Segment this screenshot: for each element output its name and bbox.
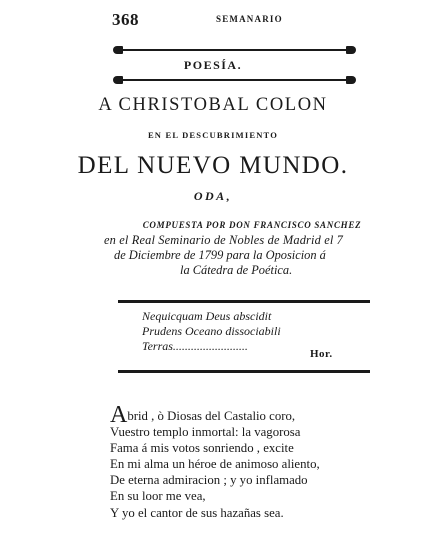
poem-stanza <box>110 402 320 521</box>
rule-below-epigraph <box>118 370 370 373</box>
poem-line-4: En mi alma un héroe de animoso aliento, <box>110 457 320 472</box>
poem-line-1-text: brid , ò Diosas del Castalio coro, <box>127 409 296 423</box>
poem-line-5: De eterna admiracion ; y yo inflamado <box>110 473 308 488</box>
rule-above-epigraph <box>118 300 370 303</box>
dedication-line-2: en el Real Seminario de Nobles de Madrid el 7 <box>104 233 344 247</box>
poem-line-7: Y yo el cantor de sus hazañas sea. <box>110 505 284 520</box>
dedication-block <box>104 218 400 278</box>
dedication-line-3: de Diciembre de 1799 para la Oposicion á <box>114 248 326 262</box>
ornamental-rule-top <box>113 46 356 54</box>
drop-initial: A <box>110 402 128 428</box>
poem-line-1 <box>110 402 320 428</box>
running-head: SEMANARIO <box>216 14 283 24</box>
title-line-2: EN EL DESCUBRIMIENTO <box>147 130 279 140</box>
epigraph-attribution: Hor. <box>310 348 333 360</box>
poem-line-3: Fama á mis votos sonriendo , excite <box>110 441 294 456</box>
title-line-1: A CHRISTOBAL COLON <box>98 95 328 115</box>
title-line-3: DEL NUEVO MUNDO. <box>77 152 349 179</box>
genre-label: ODA, <box>193 189 233 203</box>
epigraph-line-3: Terras......................... <box>142 339 248 353</box>
epigraph-line-1: Nequicquam Deus abscidit <box>142 309 272 323</box>
poem-line-6: En su loor me vea, <box>110 489 206 504</box>
section-heading: POESÍA. <box>183 58 243 72</box>
poem-line-2: Vuestro templo inmortal: la vagorosa <box>110 425 301 440</box>
ornamental-rule-bottom <box>113 76 356 84</box>
epigraph <box>142 309 281 354</box>
page-number: 368 <box>112 10 139 29</box>
epigraph-line-2: Prudens Oceano dissociabili <box>142 324 281 338</box>
dedication-line-1: COMPUESTA POR DON FRANCISCO SANCHEZ <box>142 220 362 230</box>
dedication-line-4: la Cátedra de Poética. <box>180 263 293 277</box>
